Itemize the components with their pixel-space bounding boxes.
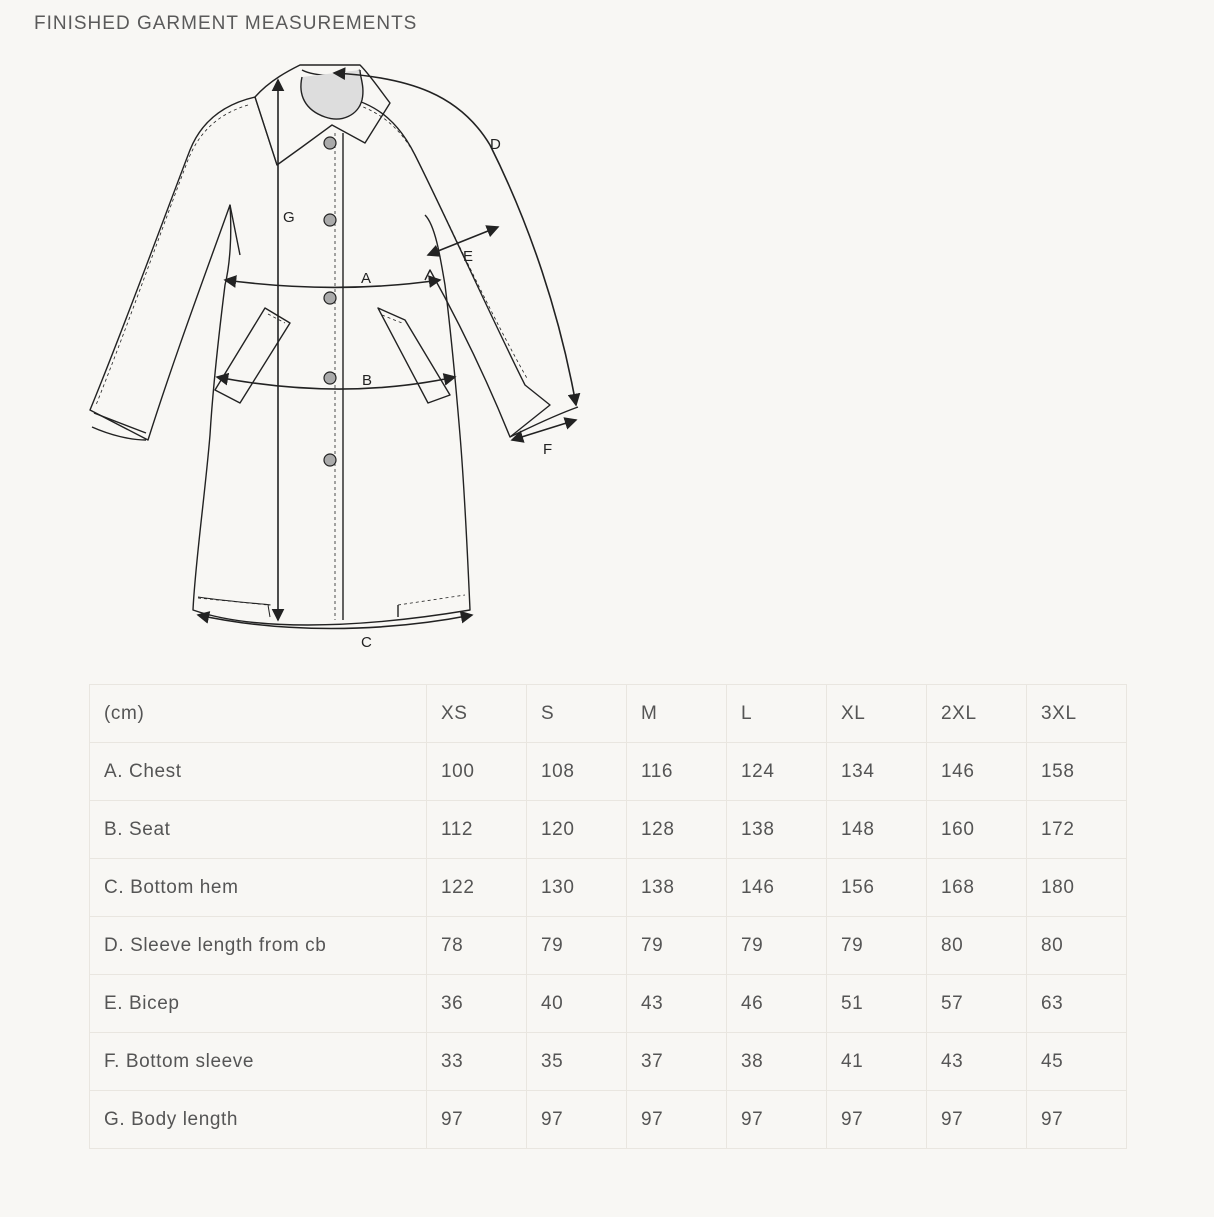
row-label: A. Chest <box>90 743 427 801</box>
label-c: C <box>361 634 372 651</box>
table-cell: 63 <box>1027 975 1127 1033</box>
table-cell: 97 <box>427 1091 527 1149</box>
table-cell: 43 <box>627 975 727 1033</box>
table-cell: 37 <box>627 1033 727 1091</box>
table-cell: 112 <box>427 801 527 859</box>
row-label: C. Bottom hem <box>90 859 427 917</box>
table-header-row <box>90 685 1127 743</box>
table-cell: 46 <box>727 975 827 1033</box>
header-size-s: S <box>527 685 627 743</box>
table-cell: 120 <box>527 801 627 859</box>
header-size-3xl: 3XL <box>1027 685 1127 743</box>
table-cell: 80 <box>1027 917 1127 975</box>
table-cell: 45 <box>1027 1033 1127 1091</box>
table-cell: 79 <box>727 917 827 975</box>
table-cell: 79 <box>627 917 727 975</box>
button-3 <box>324 292 336 304</box>
measurements-table <box>89 684 1127 1149</box>
row-label: B. Seat <box>90 801 427 859</box>
table-cell: 97 <box>727 1091 827 1149</box>
header-unit: (cm) <box>90 685 427 743</box>
right-pocket <box>378 308 450 403</box>
button-4 <box>324 372 336 384</box>
button-5 <box>324 454 336 466</box>
row-label: E. Bicep <box>90 975 427 1033</box>
table-cell: 168 <box>927 859 1027 917</box>
table-cell: 122 <box>427 859 527 917</box>
table-cell: 148 <box>827 801 927 859</box>
measure-c <box>198 615 472 629</box>
table-row <box>90 1033 1127 1091</box>
table-cell: 100 <box>427 743 527 801</box>
header-size-m: M <box>627 685 727 743</box>
table-cell: 124 <box>727 743 827 801</box>
table-cell: 80 <box>927 917 1027 975</box>
table-row <box>90 801 1127 859</box>
table-cell: 134 <box>827 743 927 801</box>
row-label: G. Body length <box>90 1091 427 1149</box>
table-cell: 130 <box>527 859 627 917</box>
label-b: B <box>362 372 373 389</box>
table-cell: 116 <box>627 743 727 801</box>
measure-f <box>512 420 576 440</box>
table-cell: 146 <box>727 859 827 917</box>
table-cell: 40 <box>527 975 627 1033</box>
table-cell: 146 <box>927 743 1027 801</box>
header-size-xs: XS <box>427 685 527 743</box>
table-cell: 38 <box>727 1033 827 1091</box>
label-a: A <box>361 270 372 287</box>
table-cell: 180 <box>1027 859 1127 917</box>
label-g: G <box>283 209 295 226</box>
table-cell: 138 <box>727 801 827 859</box>
table-cell: 79 <box>827 917 927 975</box>
table-cell: 97 <box>627 1091 727 1149</box>
table-cell: 97 <box>1027 1091 1127 1149</box>
page-title: FINISHED GARMENT MEASUREMENTS <box>34 13 418 34</box>
button-1 <box>324 137 336 149</box>
table-cell: 97 <box>827 1091 927 1149</box>
label-f: F <box>543 441 553 458</box>
right-sleeve <box>345 97 550 437</box>
header-size-xl: XL <box>827 685 927 743</box>
coat-body <box>193 205 470 625</box>
table-cell: 138 <box>627 859 727 917</box>
table-cell: 97 <box>527 1091 627 1149</box>
coat-diagram <box>80 55 600 655</box>
table-cell: 158 <box>1027 743 1127 801</box>
table-cell: 33 <box>427 1033 527 1091</box>
table-cell: 156 <box>827 859 927 917</box>
table-row <box>90 975 1127 1033</box>
row-label: F. Bottom sleeve <box>90 1033 427 1091</box>
table-cell: 79 <box>527 917 627 975</box>
table-row <box>90 743 1127 801</box>
row-label: D. Sleeve length from cb <box>90 917 427 975</box>
table-cell: 128 <box>627 801 727 859</box>
table-cell: 97 <box>927 1091 1027 1149</box>
button-2 <box>324 214 336 226</box>
table-cell: 57 <box>927 975 1027 1033</box>
table-cell: 160 <box>927 801 1027 859</box>
table-cell: 51 <box>827 975 927 1033</box>
label-d: D <box>490 136 501 153</box>
table-row <box>90 1091 1127 1149</box>
measure-a <box>225 280 440 288</box>
left-sleeve <box>90 97 255 440</box>
table-cell: 43 <box>927 1033 1027 1091</box>
header-size-l: L <box>727 685 827 743</box>
header-size-2xl: 2XL <box>927 685 1027 743</box>
table-row <box>90 917 1127 975</box>
coat-illustration <box>80 55 600 655</box>
table-cell: 35 <box>527 1033 627 1091</box>
table-cell: 41 <box>827 1033 927 1091</box>
table-cell: 36 <box>427 975 527 1033</box>
label-e: E <box>463 248 474 265</box>
table-cell: 172 <box>1027 801 1127 859</box>
table-row <box>90 859 1127 917</box>
table-cell: 108 <box>527 743 627 801</box>
table-cell: 78 <box>427 917 527 975</box>
